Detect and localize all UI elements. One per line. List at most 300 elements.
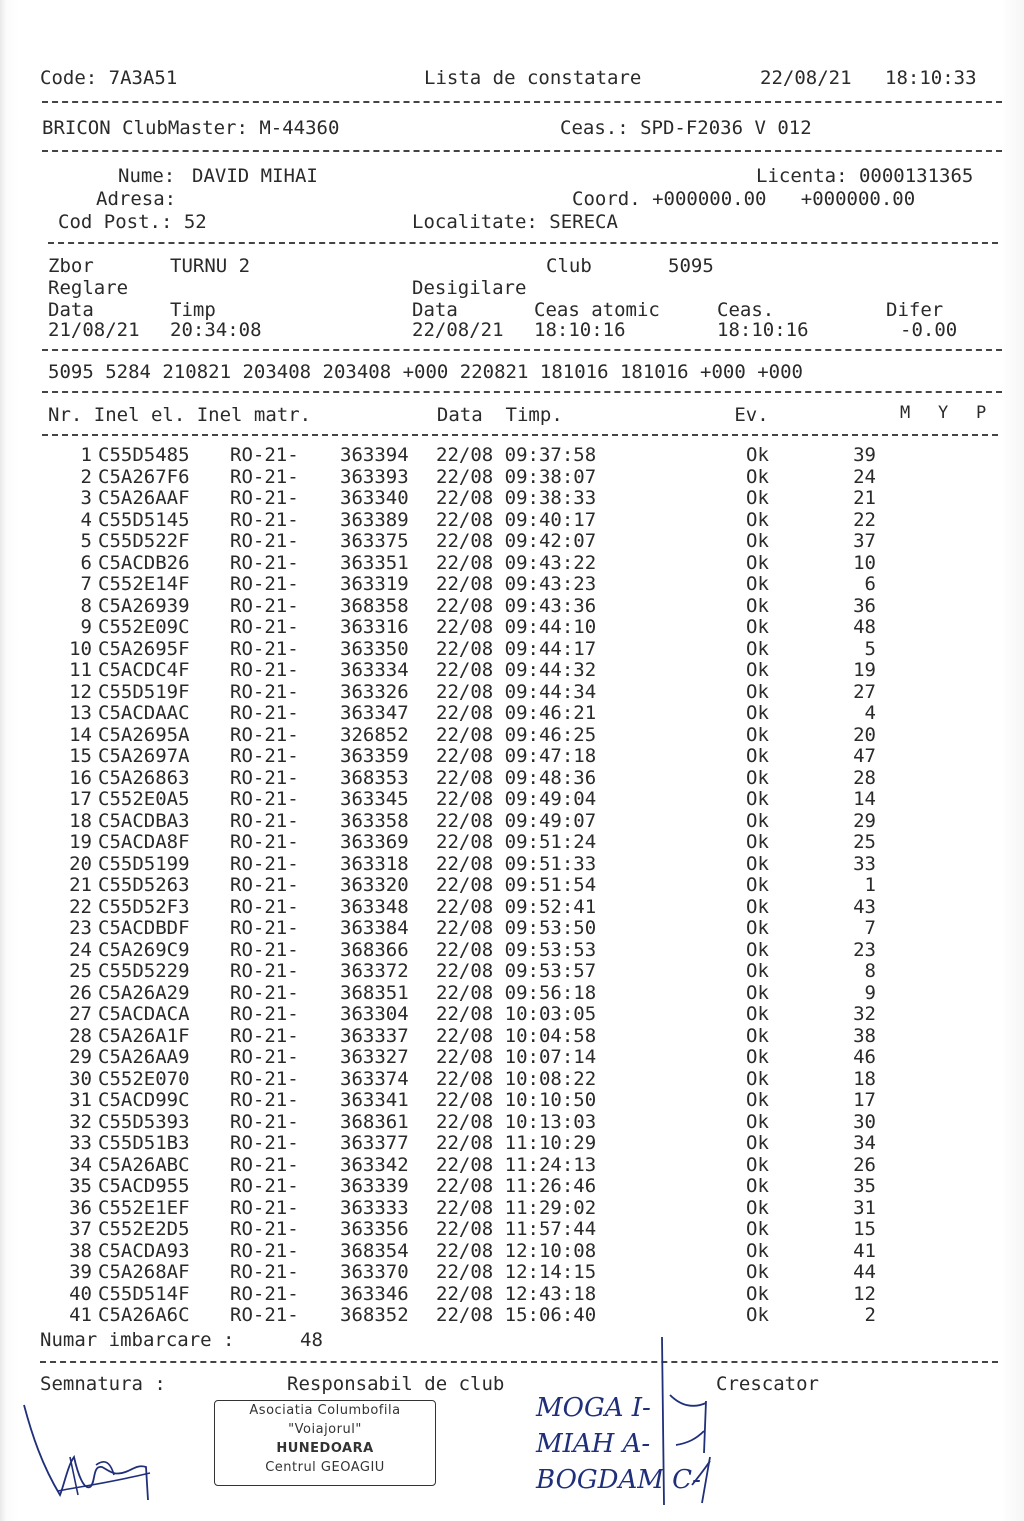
row-m: 9 (864, 981, 876, 1004)
row-inel-matr: 363389 (340, 508, 409, 531)
row-inel-matr: 363339 (340, 1175, 409, 1197)
row-inel-el: C5ACDB26 (98, 551, 190, 574)
row-datetime: 22/08 09:42:07 (436, 530, 597, 552)
row-inel-el: C5ACDA93 (98, 1239, 190, 1262)
row-ro: RO-21- (230, 487, 299, 509)
stamp-line: Asociatia Columbofila (249, 1403, 401, 1418)
row-m: 25 (853, 831, 876, 853)
row-ro: RO-21- (230, 1003, 299, 1025)
table-row (40, 660, 876, 682)
row-m: 6 (864, 573, 876, 595)
row-ev: Ok (746, 874, 769, 896)
row-inel-matr: 363347 (340, 702, 409, 724)
row-m: 41 (853, 1239, 876, 1262)
row-datetime: 22/08 09:48:36 (436, 766, 597, 789)
row-inel-el: C5ACDA8F (98, 831, 190, 853)
row-m: 12 (853, 1282, 876, 1305)
row-inel-matr: 363320 (340, 874, 409, 896)
row-nr: 29 (69, 1046, 92, 1068)
row-datetime: 22/08 09:51:54 (436, 874, 597, 896)
row-inel-matr: 363394 (340, 444, 409, 466)
row-m: 22 (853, 508, 876, 531)
row-datetime: 22/08 09:46:21 (436, 702, 597, 724)
row-inel-matr: 363377 (340, 1132, 409, 1154)
row-ro: RO-21- (230, 831, 299, 853)
row-m: 10 (853, 551, 876, 574)
row-inel-el: C5A26A29 (98, 981, 190, 1004)
row-inel-matr: 368351 (340, 981, 409, 1004)
row-datetime: 22/08 11:24:13 (436, 1153, 597, 1176)
separator (42, 150, 1002, 152)
row-datetime: 22/08 09:53:53 (436, 938, 597, 961)
row-ev: Ok (746, 1261, 769, 1283)
row-inel-matr: 363319 (340, 573, 409, 595)
row-ev: Ok (746, 1218, 769, 1240)
localitate: Localitate: SERECA (412, 211, 618, 233)
adresa-label: Adresa: (96, 188, 177, 210)
difer-label: Difer (886, 299, 944, 321)
row-ro: RO-21- (230, 1024, 299, 1047)
row-ev: Ok (746, 938, 769, 961)
row-datetime: 22/08 09:46:25 (436, 723, 597, 746)
row-ro: RO-21- (230, 465, 299, 488)
row-m: 30 (853, 1110, 876, 1133)
row-inel-el: C55D519F (98, 680, 190, 703)
row-nr: 15 (69, 745, 92, 767)
row-ev: Ok (746, 831, 769, 853)
row-ev: Ok (746, 766, 769, 789)
row-inel-matr: 363334 (340, 659, 409, 681)
row-inel-matr: 368361 (340, 1110, 409, 1133)
row-ev: Ok (746, 1239, 769, 1262)
row-datetime: 22/08 10:07:14 (436, 1046, 597, 1068)
ceas-atomic-label: Ceas atomic (534, 299, 660, 321)
row-nr: 31 (69, 1089, 92, 1111)
row-datetime: 22/08 09:51:33 (436, 852, 597, 875)
table-row (40, 789, 876, 811)
nume-label: Nume: (118, 165, 176, 187)
row-nr: 11 (69, 659, 92, 681)
row-datetime: 22/08 09:47:18 (436, 745, 597, 767)
stamp-line: HUNEDOARA (276, 1441, 374, 1456)
column-p: P (976, 403, 987, 423)
row-inel-el: C55D514F (98, 1282, 190, 1305)
row-datetime: 22/08 10:13:03 (436, 1110, 597, 1133)
row-nr: 26 (69, 981, 92, 1004)
row-ev: Ok (746, 1153, 769, 1176)
row-m: 19 (853, 659, 876, 681)
row-inel-el: C552E09C (98, 616, 190, 638)
row-inel-el: C55D5229 (98, 960, 190, 982)
row-ro: RO-21- (230, 766, 299, 789)
table-row (40, 1069, 876, 1091)
row-ro: RO-21- (230, 723, 299, 746)
row-datetime: 22/08 09:43:23 (436, 573, 597, 595)
row-nr: 14 (69, 723, 92, 746)
reglare-timp: 20:34:08 (170, 319, 262, 341)
row-ev: Ok (746, 960, 769, 982)
row-inel-el: C55D5145 (98, 508, 190, 531)
table-row (40, 639, 876, 661)
table-row (40, 1176, 876, 1198)
row-datetime: 22/08 09:43:36 (436, 594, 597, 617)
table-row (40, 1133, 876, 1155)
row-datetime: 22/08 09:44:17 (436, 637, 597, 660)
row-ro: RO-21- (230, 508, 299, 531)
table-row (40, 596, 876, 618)
row-nr: 24 (69, 938, 92, 961)
row-inel-el: C552E0A5 (98, 788, 190, 810)
row-inel-el: C55D51B3 (98, 1132, 190, 1154)
table-row (40, 1198, 876, 1220)
row-inel-el: C55D5393 (98, 1110, 190, 1133)
row-nr: 18 (69, 809, 92, 832)
row-ro: RO-21- (230, 1261, 299, 1283)
row-inel-matr: 363304 (340, 1003, 409, 1025)
row-nr: 30 (69, 1067, 92, 1090)
row-datetime: 22/08 09:53:50 (436, 917, 597, 939)
row-inel-matr: 326852 (340, 723, 409, 746)
row-ev: Ok (746, 1067, 769, 1090)
row-nr: 6 (80, 551, 92, 574)
row-datetime: 22/08 09:38:33 (436, 487, 597, 509)
row-m: 7 (864, 917, 876, 939)
row-nr: 21 (69, 874, 92, 896)
row-inel-matr: 363340 (340, 487, 409, 509)
handwritten-line: MOGA I- (536, 1393, 651, 1423)
row-nr: 28 (69, 1024, 92, 1047)
row-m: 14 (853, 788, 876, 810)
row-inel-el: C5A26939 (98, 594, 190, 617)
table-row (40, 875, 876, 897)
row-inel-matr: 363316 (340, 616, 409, 638)
row-nr: 13 (69, 702, 92, 724)
licenta: Licenta: 0000131365 (756, 165, 974, 187)
club-label: Club (546, 255, 592, 277)
row-inel-el: C552E2D5 (98, 1218, 190, 1240)
row-nr: 37 (69, 1218, 92, 1240)
table-row (40, 467, 876, 489)
row-inel-el: C5A26AA9 (98, 1046, 190, 1068)
row-ro: RO-21- (230, 1153, 299, 1176)
results-table (40, 445, 876, 1327)
zbor-label: Zbor (48, 255, 94, 277)
club-value: 5095 (668, 255, 714, 277)
row-inel-el: C5A269C9 (98, 938, 190, 961)
table-row (40, 811, 876, 833)
row-m: 31 (853, 1196, 876, 1219)
clubmaster-label: BRICON ClubMaster: M-44360 (42, 117, 340, 139)
table-row (40, 983, 876, 1005)
table-row (40, 553, 876, 575)
separator (42, 101, 1002, 103)
row-inel-el: C5A2695F (98, 637, 190, 660)
row-ro: RO-21- (230, 938, 299, 961)
code-label: Code: 7A3A51 (40, 67, 178, 89)
row-nr: 25 (69, 960, 92, 982)
row-ro: RO-21- (230, 1304, 299, 1326)
row-m: 39 (853, 444, 876, 466)
table-row (40, 940, 876, 962)
row-nr: 36 (69, 1196, 92, 1219)
row-ev: Ok (746, 788, 769, 810)
row-datetime: 22/08 09:56:18 (436, 981, 597, 1004)
handwritten-line: BOGDAM C- (536, 1465, 701, 1495)
row-m: 27 (853, 680, 876, 703)
row-inel-matr: 363337 (340, 1024, 409, 1047)
row-nr: 12 (69, 680, 92, 703)
row-ro: RO-21- (230, 1067, 299, 1090)
row-inel-matr: 363326 (340, 680, 409, 703)
row-ev: Ok (746, 444, 769, 466)
row-inel-el: C5ACD955 (98, 1175, 190, 1197)
row-inel-matr: 363351 (340, 551, 409, 574)
row-datetime: 22/08 11:26:46 (436, 1175, 597, 1197)
numar-imbarcare-label: Numar imbarcare : (40, 1329, 235, 1351)
row-m: 20 (853, 723, 876, 746)
row-nr: 27 (69, 1003, 92, 1025)
row-ro: RO-21- (230, 1046, 299, 1068)
row-inel-el: C5A2697A (98, 745, 190, 767)
row-nr: 17 (69, 788, 92, 810)
row-nr: 1 (80, 444, 92, 466)
row-nr: 39 (69, 1261, 92, 1283)
responsabil-label: Responsabil de club (287, 1373, 505, 1395)
crescator-label: Crescator (716, 1373, 819, 1395)
reglare-data: 21/08/21 (48, 319, 140, 341)
row-inel-el: C5ACDACA (98, 1003, 190, 1025)
row-m: 44 (853, 1261, 876, 1283)
row-inel-matr: 363341 (340, 1089, 409, 1111)
row-nr: 7 (80, 573, 92, 595)
row-nr: 41 (69, 1304, 92, 1326)
table-row (40, 1004, 876, 1026)
row-ev: Ok (746, 637, 769, 660)
row-ro: RO-21- (230, 659, 299, 681)
desigilare-data: 22/08/21 (412, 319, 504, 341)
row-inel-el: C5A267F6 (98, 465, 190, 488)
row-ev: Ok (746, 852, 769, 875)
row-ev: Ok (746, 981, 769, 1004)
row-inel-el: C552E14F (98, 573, 190, 595)
row-m: 5 (864, 637, 876, 660)
separator (42, 434, 998, 436)
ceas-label: Ceas. (717, 299, 775, 321)
row-inel-matr: 368353 (340, 766, 409, 789)
row-ro: RO-21- (230, 895, 299, 918)
reglare-data-label: Data (48, 299, 94, 321)
row-m: 47 (853, 745, 876, 767)
coord: Coord. +000000.00 +000000.00 (572, 188, 916, 210)
row-m: 38 (853, 1024, 876, 1047)
row-inel-matr: 363327 (340, 1046, 409, 1068)
row-datetime: 22/08 12:14:15 (436, 1261, 597, 1283)
row-m: 26 (853, 1153, 876, 1176)
row-ev: Ok (746, 659, 769, 681)
row-inel-matr: 363356 (340, 1218, 409, 1240)
row-m: 23 (853, 938, 876, 961)
column-header: Nr. Inel el. Inel matr. Data Timp. Ev. (48, 404, 769, 426)
row-ev: Ok (746, 809, 769, 832)
owner-name: DAVID MIHAI (192, 165, 318, 187)
row-nr: 8 (80, 594, 92, 617)
row-m: 43 (853, 895, 876, 918)
row-ro: RO-21- (230, 1239, 299, 1262)
table-row (40, 703, 876, 725)
row-ro: RO-21- (230, 551, 299, 574)
table-row (40, 1112, 876, 1134)
row-ro: RO-21- (230, 702, 299, 724)
row-inel-matr: 363372 (340, 960, 409, 982)
row-inel-el: C55D52F3 (98, 895, 190, 918)
row-ro: RO-21- (230, 981, 299, 1004)
table-row (40, 510, 876, 532)
reglare-label: Reglare (48, 277, 129, 299)
row-nr: 35 (69, 1175, 92, 1197)
reglare-timp-label: Timp (170, 299, 216, 321)
row-nr: 33 (69, 1132, 92, 1154)
row-datetime: 22/08 09:44:34 (436, 680, 597, 703)
row-m: 21 (853, 487, 876, 509)
row-nr: 32 (69, 1110, 92, 1133)
table-row (40, 918, 876, 940)
row-ev: Ok (746, 680, 769, 703)
row-m: 24 (853, 465, 876, 488)
row-datetime: 22/08 15:06:40 (436, 1304, 597, 1326)
table-row (40, 1026, 876, 1048)
row-inel-matr: 363348 (340, 895, 409, 918)
row-m: 2 (864, 1304, 876, 1326)
row-datetime: 22/08 09:44:32 (436, 659, 597, 681)
print-time: 18:10:33 (885, 67, 977, 89)
row-datetime: 22/08 09:37:58 (436, 444, 597, 466)
row-inel-el: C5A268AF (98, 1261, 190, 1283)
club-stamp (214, 1400, 436, 1486)
row-m: 28 (853, 766, 876, 789)
row-datetime: 22/08 12:43:18 (436, 1282, 597, 1305)
table-row (40, 1155, 876, 1177)
row-m: 48 (853, 616, 876, 638)
separator (42, 391, 1002, 393)
row-ro: RO-21- (230, 444, 299, 466)
table-row (40, 617, 876, 639)
row-inel-el: C5A26AAF (98, 487, 190, 509)
row-datetime: 22/08 11:57:44 (436, 1218, 597, 1240)
separator (40, 1361, 998, 1363)
row-datetime: 22/08 11:10:29 (436, 1132, 597, 1154)
row-m: 4 (864, 702, 876, 724)
row-ev: Ok (746, 1304, 769, 1326)
row-inel-matr: 363345 (340, 788, 409, 810)
table-row (40, 682, 876, 704)
row-datetime: 22/08 09:49:07 (436, 809, 597, 832)
separator (48, 242, 998, 244)
row-ro: RO-21- (230, 1110, 299, 1133)
row-datetime: 22/08 10:10:50 (436, 1089, 597, 1111)
row-nr: 2 (80, 465, 92, 488)
row-inel-matr: 363374 (340, 1067, 409, 1090)
row-ev: Ok (746, 1196, 769, 1219)
row-ro: RO-21- (230, 1282, 299, 1305)
row-ev: Ok (746, 745, 769, 767)
row-m: 36 (853, 594, 876, 617)
row-datetime: 22/08 10:03:05 (436, 1003, 597, 1025)
row-m: 37 (853, 530, 876, 552)
table-row (40, 1305, 876, 1327)
row-ro: RO-21- (230, 637, 299, 660)
table-row (40, 854, 876, 876)
row-inel-matr: 363358 (340, 809, 409, 832)
row-ro: RO-21- (230, 960, 299, 982)
table-row (40, 1219, 876, 1241)
row-ev: Ok (746, 1003, 769, 1025)
row-ro: RO-21- (230, 616, 299, 638)
page-title: Lista de constatare (424, 67, 642, 89)
row-ro: RO-21- (230, 1218, 299, 1240)
row-ev: Ok (746, 1110, 769, 1133)
row-inel-el: C5A26A1F (98, 1024, 190, 1047)
row-ro: RO-21- (230, 530, 299, 552)
row-m: 8 (864, 960, 876, 982)
row-datetime: 22/08 09:43:22 (436, 551, 597, 574)
row-nr: 19 (69, 831, 92, 853)
row-ev: Ok (746, 508, 769, 531)
row-ev: Ok (746, 573, 769, 595)
row-ev: Ok (746, 465, 769, 488)
row-datetime: 22/08 09:52:41 (436, 895, 597, 918)
row-m: 34 (853, 1132, 876, 1154)
row-ev: Ok (746, 895, 769, 918)
table-row (40, 445, 876, 467)
row-datetime: 22/08 09:40:17 (436, 508, 597, 531)
row-inel-el: C5A26863 (98, 766, 190, 789)
row-inel-el: C55D522F (98, 530, 190, 552)
row-datetime: 22/08 10:08:22 (436, 1067, 597, 1090)
ceas-value: 18:10:16 (717, 319, 809, 341)
separator (42, 349, 1002, 351)
row-ro: RO-21- (230, 594, 299, 617)
row-nr: 23 (69, 917, 92, 939)
row-nr: 40 (69, 1282, 92, 1305)
row-ev: Ok (746, 551, 769, 574)
row-datetime: 22/08 12:10:08 (436, 1239, 597, 1262)
signature-icon (18, 1395, 158, 1510)
row-datetime: 22/08 10:04:58 (436, 1024, 597, 1047)
table-row (40, 488, 876, 510)
row-datetime: 22/08 09:53:57 (436, 960, 597, 982)
row-inel-matr: 363350 (340, 637, 409, 660)
row-datetime: 22/08 09:49:04 (436, 788, 597, 810)
row-ev: Ok (746, 594, 769, 617)
row-ro: RO-21- (230, 1089, 299, 1111)
table-row (40, 746, 876, 768)
row-ro: RO-21- (230, 788, 299, 810)
row-m: 33 (853, 852, 876, 875)
table-row (40, 1090, 876, 1112)
row-nr: 34 (69, 1153, 92, 1176)
row-inel-el: C5ACDBDF (98, 917, 190, 939)
table-row (40, 768, 876, 790)
row-inel-el: C5ACDBA3 (98, 809, 190, 832)
row-ev: Ok (746, 702, 769, 724)
table-row (40, 1047, 876, 1069)
row-ev: Ok (746, 616, 769, 638)
row-ev: Ok (746, 1024, 769, 1047)
row-inel-el: C5ACDAAC (98, 702, 190, 724)
table-row (40, 832, 876, 854)
cod-post: Cod Post.: 52 (58, 211, 207, 233)
row-inel-el: C55D5263 (98, 874, 190, 896)
